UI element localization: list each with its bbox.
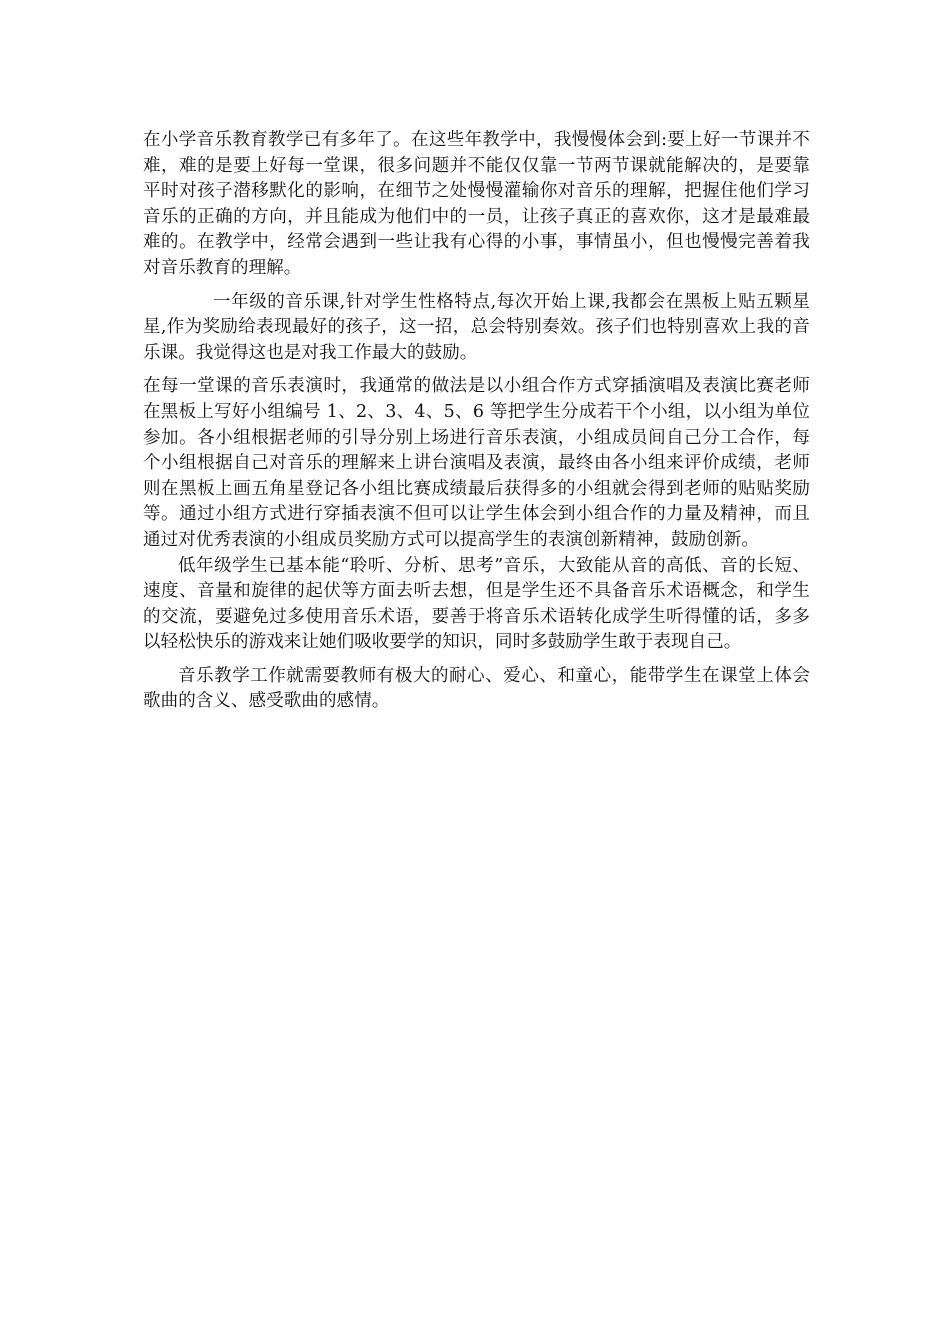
paragraph-4: 低年级学生已基本能“聆听、分析、思考”音乐，大致能从音的高低、音的长短、速度、音量和旋律的起伏等方面去听去想，但是学生还不具备音乐术语概念，和学生的交流，要避免过多使用音乐术语，要善于将音乐术语转化成学生听得懂的话，多多以轻松快乐的游戏来让她们吸收要学的知识，同时多鼓励学生敢于表现自己。 (143, 555, 810, 653)
paragraph-2: 一年级的音乐课,针对学生性格特点,每次开始上课,我都会在黑板上贴五颗星星,作为奖励给表现最好的孩子，这一招，总会特别奏效。孩子们也特别喜欢上我的音乐课。我觉得这也是对我工作最大的鼓励。 (143, 291, 810, 363)
document-body (143, 128, 810, 723)
paragraph-3: 在每一堂课的音乐表演时，我通常的做法是以小组合作方式穿插演唱及表演比赛老师在黑板上写好小组编号 1、2、3、4、5、6 等把学生分成若干个小组，以小组为单位参加。各小组根据老师的引导分别上场进行音乐表演，小组成员间自己分工合作，每个小组根据自己对音乐的理解来上讲台演唱及表演，最终由各小组来评价成绩，老师则在黑板上画五角星登记各小组比赛成绩最后获得多的小组就会得到老师的贴贴奖励等。通过小组方式进行穿插表演不但可以让学生体会到小组合作的力量及精神，而且通过对优秀表演的小组成员奖励方式可以提高学生的表演创新精神，鼓励创新。 (143, 376, 810, 550)
paragraph-5: 音乐教学工作就需要教师有极大的耐心、爱心、和童心，能带学生在课堂上体会歌曲的含义、感受歌曲的感情。 (143, 665, 810, 712)
paragraph-1: 在小学音乐教育教学已有多年了。在这些年教学中，我慢慢体会到:要上好一节课并不难，难的是要上好每一堂课，很多问题并不能仅仅靠一节两节课就能解决的，是要靠平时对孩子潜移默化的影响，在细节之处慢慢灌输你对音乐的理解，把握住他们学习音乐的正确的方向，并且能成为他们中的一员，让孩子真正的喜欢你，这才是最难最难的。在教学中，经常会遇到一些让我有心得的小事，事情虽小，但也慢慢完善着我对音乐教育的理解。 (143, 130, 810, 278)
